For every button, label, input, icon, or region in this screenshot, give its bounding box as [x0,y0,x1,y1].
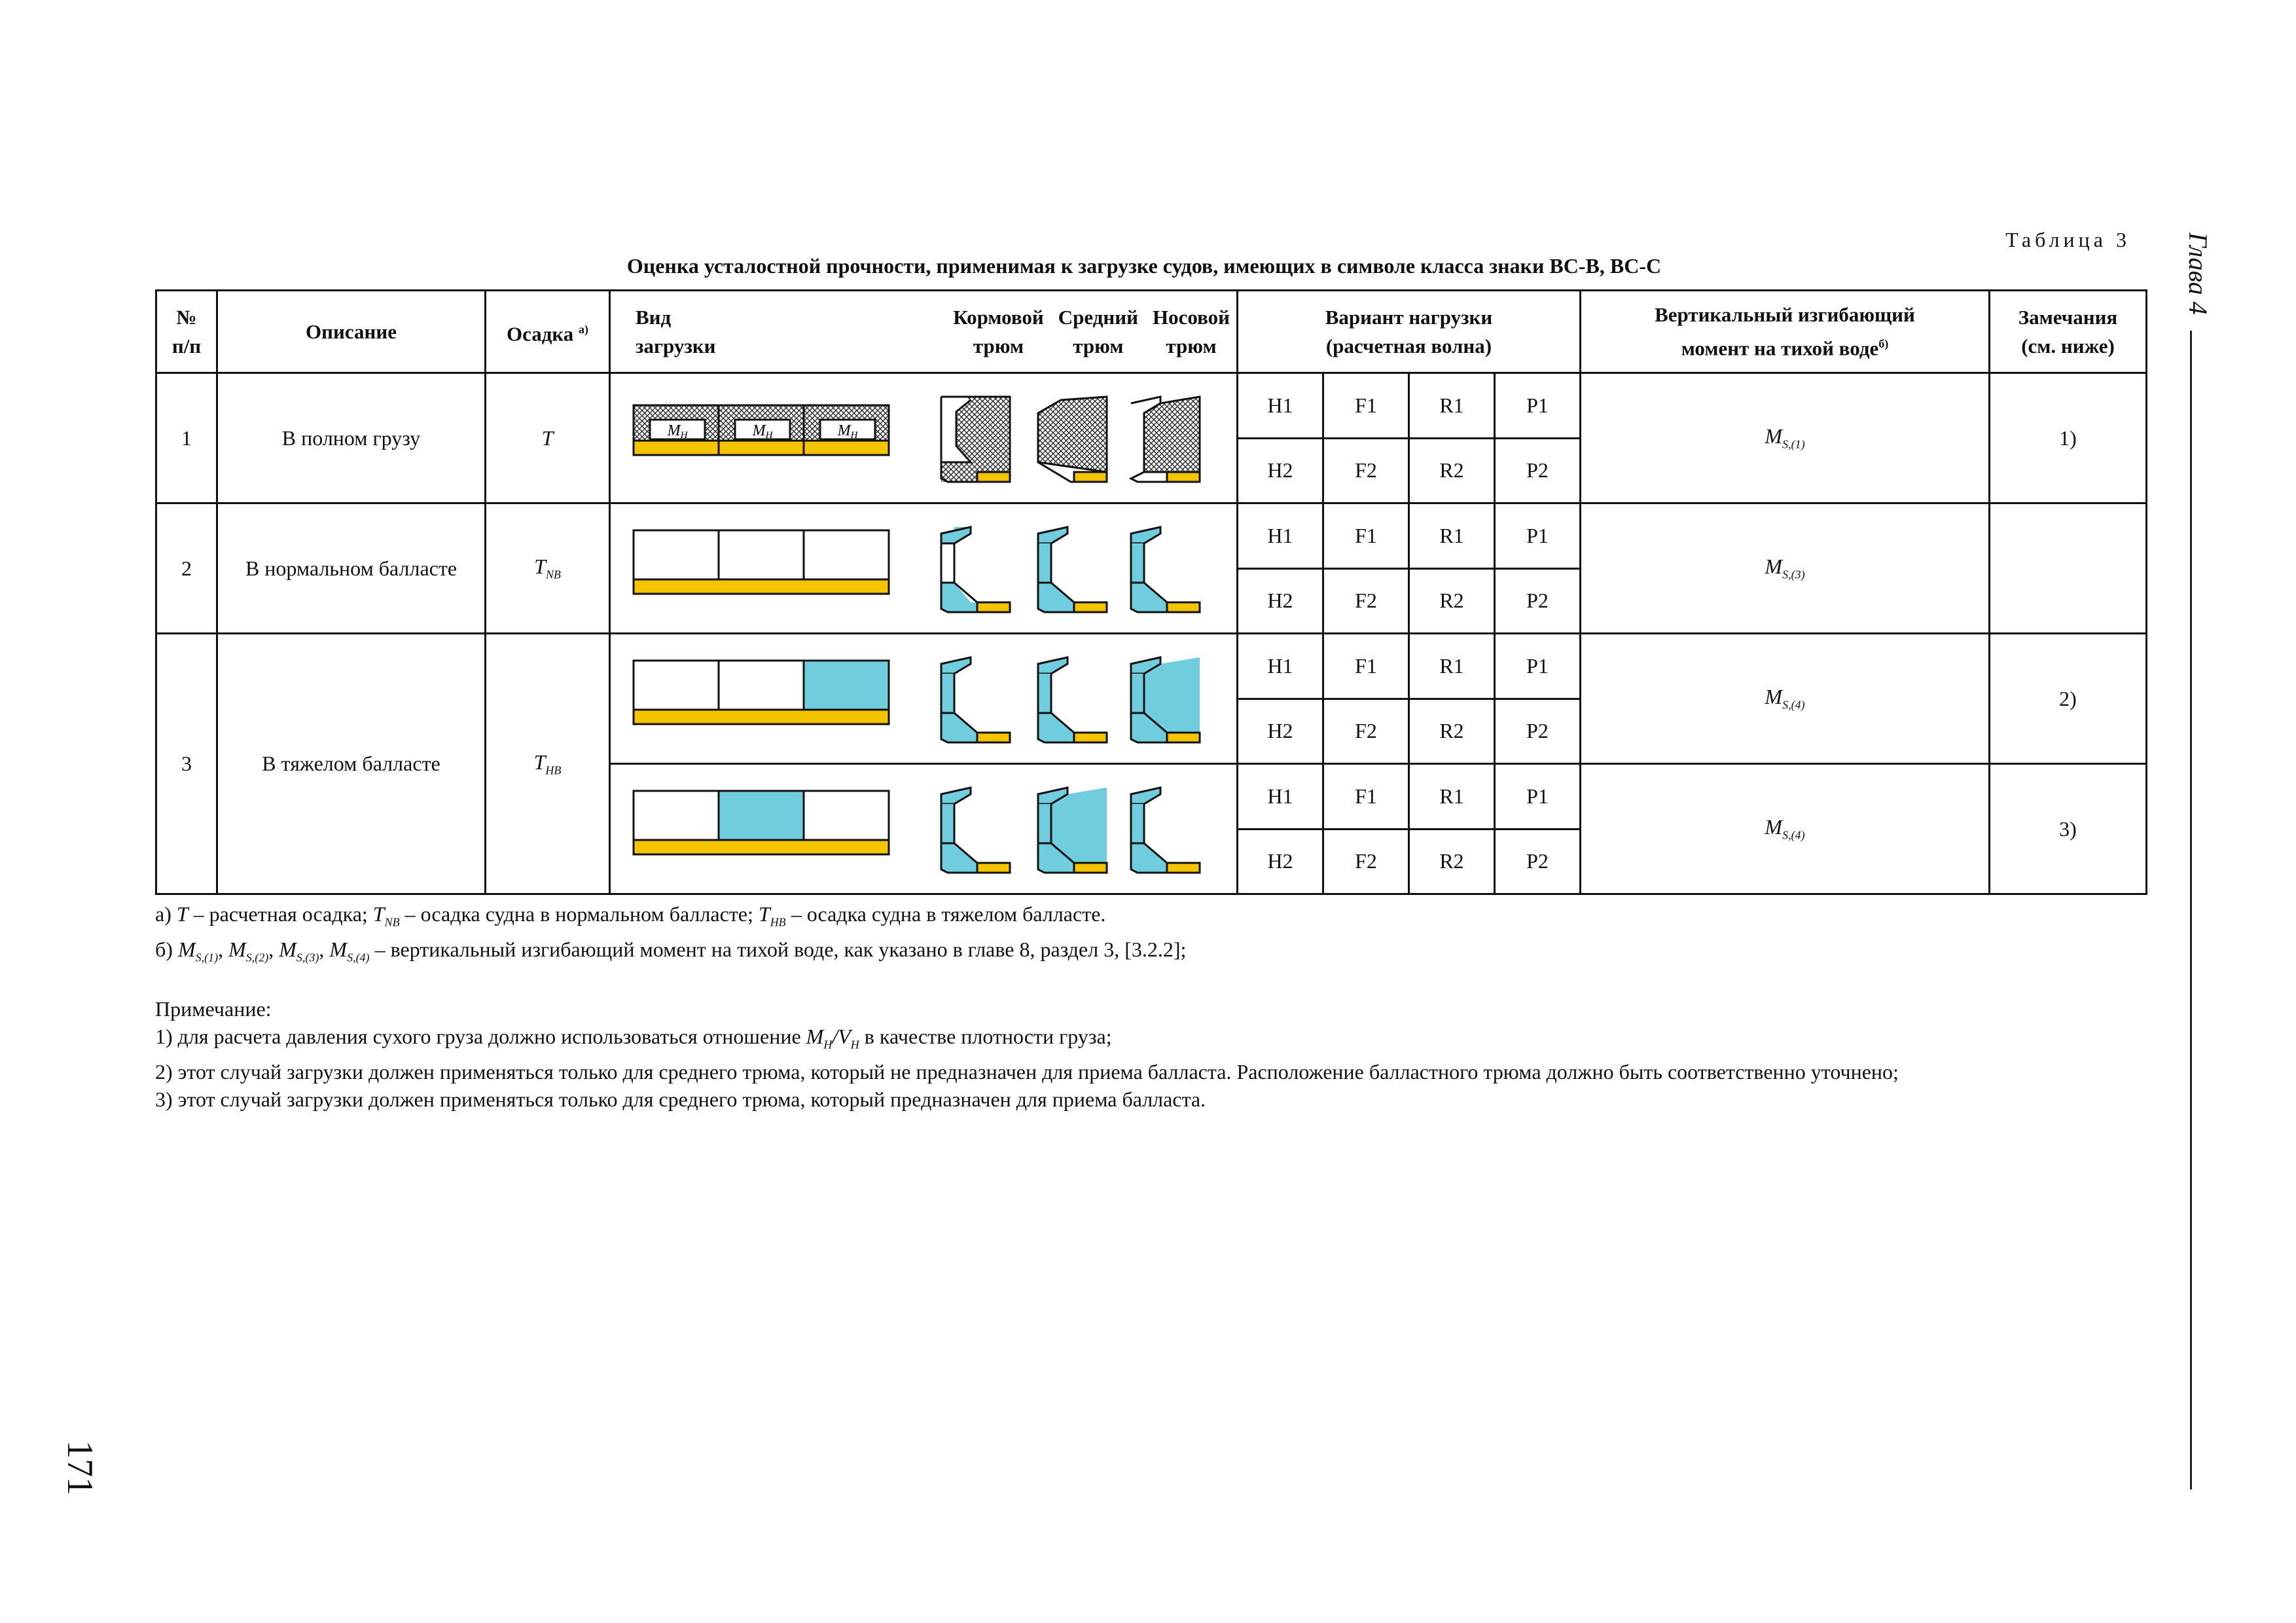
note-3: 3) этот случай загрузки должен применяться только для среднего трюма, который предназначен для приема балласта. [155,1087,1206,1112]
variant-cell: R2 [1409,438,1495,503]
variant-cell: R2 [1409,568,1495,634]
variant-cell: H2 [1238,568,1323,634]
variant-cell: H1 [1238,503,1323,569]
table-row-2 [156,503,2147,569]
variant-cell: R1 [1409,503,1495,569]
variant-cell: H1 [1238,764,1323,830]
note-1: 1) для расчета давления сухого груза должно использоваться отношение $M_H/V_H$ в качестве плотности груза; [155,1024,1112,1051]
table-label: Таблица 3 [2005,228,2130,251]
row-remark: 3) [1990,764,2147,894]
svg-text:MH: MH [667,422,688,441]
variant-cell: H2 [1238,699,1323,764]
header-moment: Вертикальный изгибающий момент на тихой воде$^{б)}$ [1581,291,1990,373]
variant-cell: R2 [1409,829,1495,894]
variant-cell: H2 [1238,829,1323,894]
variant-cell: F2 [1323,829,1409,894]
header-mid-hold: Средний трюм [1058,305,1138,357]
variant-cell: H1 [1238,634,1323,699]
page-number: 171 [60,1440,100,1495]
variant-cell: P1 [1495,503,1581,569]
variant-cell: R2 [1409,699,1495,764]
loading-view-normal-ballast [610,503,1238,634]
aft-hold-section [941,527,1010,612]
row-number: 1 [156,373,217,503]
row-draft: T [486,373,610,503]
normal-ballast-diagram [611,504,1236,627]
loading-view-full-cargo [610,373,1238,503]
row-number: 2 [156,503,217,634]
row-description: В нормальном балласте [217,503,486,634]
row-draft: $T_{NB}$ [486,503,610,634]
row-description: В полном грузу [217,373,486,503]
variant-cell: F1 [1323,764,1409,830]
variant-cell: R1 [1409,373,1495,439]
loading-view-heavy-ballast-mid [610,764,1238,894]
header-loading-view: Вид загрузки Кормовой трюм Средний трюм Носовой трюм [610,291,1238,373]
chapter-label: Глава 4 [2183,232,2213,315]
variant-cell: P1 [1495,634,1581,699]
variant-cell: F1 [1323,373,1409,439]
footnotes [155,900,2184,1113]
variant-cell: P2 [1495,438,1581,503]
row-remark: 1) [1990,373,2147,503]
variant-cell: F2 [1323,699,1409,764]
variant-cell: P1 [1495,764,1581,830]
variant-cell: F2 [1323,438,1409,503]
note-heading: Примечание: [155,996,272,1021]
variant-cell: R1 [1409,764,1495,830]
footnote-a: а) T – расчетная осадка; $T_{NB}$ – осадка судна в нормальном балласте; $T_{HB}$ – осадка судна в тяжелом балласте. [155,902,1106,929]
header-description: Описание [217,291,486,373]
variant-cell: H2 [1238,438,1323,503]
variant-cell: P2 [1495,829,1581,894]
fatigue-table [155,289,2147,895]
header-row [156,291,2147,373]
row-moment: $M_{S,(3)}$ [1581,503,1990,634]
table-row-3 [156,634,2147,699]
table-row-1 [156,373,2147,439]
fore-hold-section [1131,527,1200,612]
row-draft: $T_{HB}$ [486,634,610,894]
variant-cell: F1 [1323,503,1409,569]
footnote-b: б) $M_{S,(1)}$, $M_{S,(2)}$, $M_{S,(3)}$, $M_{S,(4)}$ – вертикальный изгибающий момент на тихой воде, как указано в главе 8, раздел 3, [3.2.2]; [155,938,1187,964]
variant-cell: R1 [1409,634,1495,699]
header-num: № п/п [156,291,217,373]
row-moment: $M_{S,(4)}$ [1581,764,1990,894]
header-remarks: Замечания (см. ниже) [1990,291,2147,373]
variant-cell: F1 [1323,634,1409,699]
row-remark: 2) [1990,634,2147,764]
row-number: 3 [156,634,217,894]
chapter-divider-line [2190,331,2192,1489]
header-draft: Осадка $^{а)}$ [486,291,610,373]
full-cargo-diagram [611,374,1236,497]
svg-text:MH: MH [837,422,858,441]
header-load-variant: Вариант нагрузки (расчетная волна) [1238,291,1581,373]
loading-view-heavy-ballast-fore [610,634,1238,764]
row-remark [1990,503,2147,634]
note-2: 2) этот случай загрузки должен применяться только для среднего трюма, который не предназначен для приема балласта. Расположение балластного трюма должно быть соответственно уточнено; [155,1060,1899,1084]
variant-cell: P2 [1495,568,1581,634]
svg-text:MH: MH [752,422,773,441]
row-description: В тяжелом балласте [217,634,486,894]
heavy-ballast-mid-diagram [611,765,1236,888]
row-moment: $M_{S,(1)}$ [1581,373,1990,503]
header-aft-hold: Кормовой трюм [953,305,1044,357]
table-title: Оценка усталостной прочности, применимая к загрузке судов, имеющих в символе класса знаки ВС-В, ВС-С [626,254,1662,278]
mid-hold-section [1038,527,1107,612]
header-fore-hold: Носовой трюм [1153,305,1230,357]
row-moment: $M_{S,(4)}$ [1581,634,1990,764]
variant-cell: P2 [1495,699,1581,764]
variant-cell: F2 [1323,568,1409,634]
variant-cell: H1 [1238,373,1323,439]
variant-cell: P1 [1495,373,1581,439]
heavy-ballast-fore-diagram [611,634,1236,757]
